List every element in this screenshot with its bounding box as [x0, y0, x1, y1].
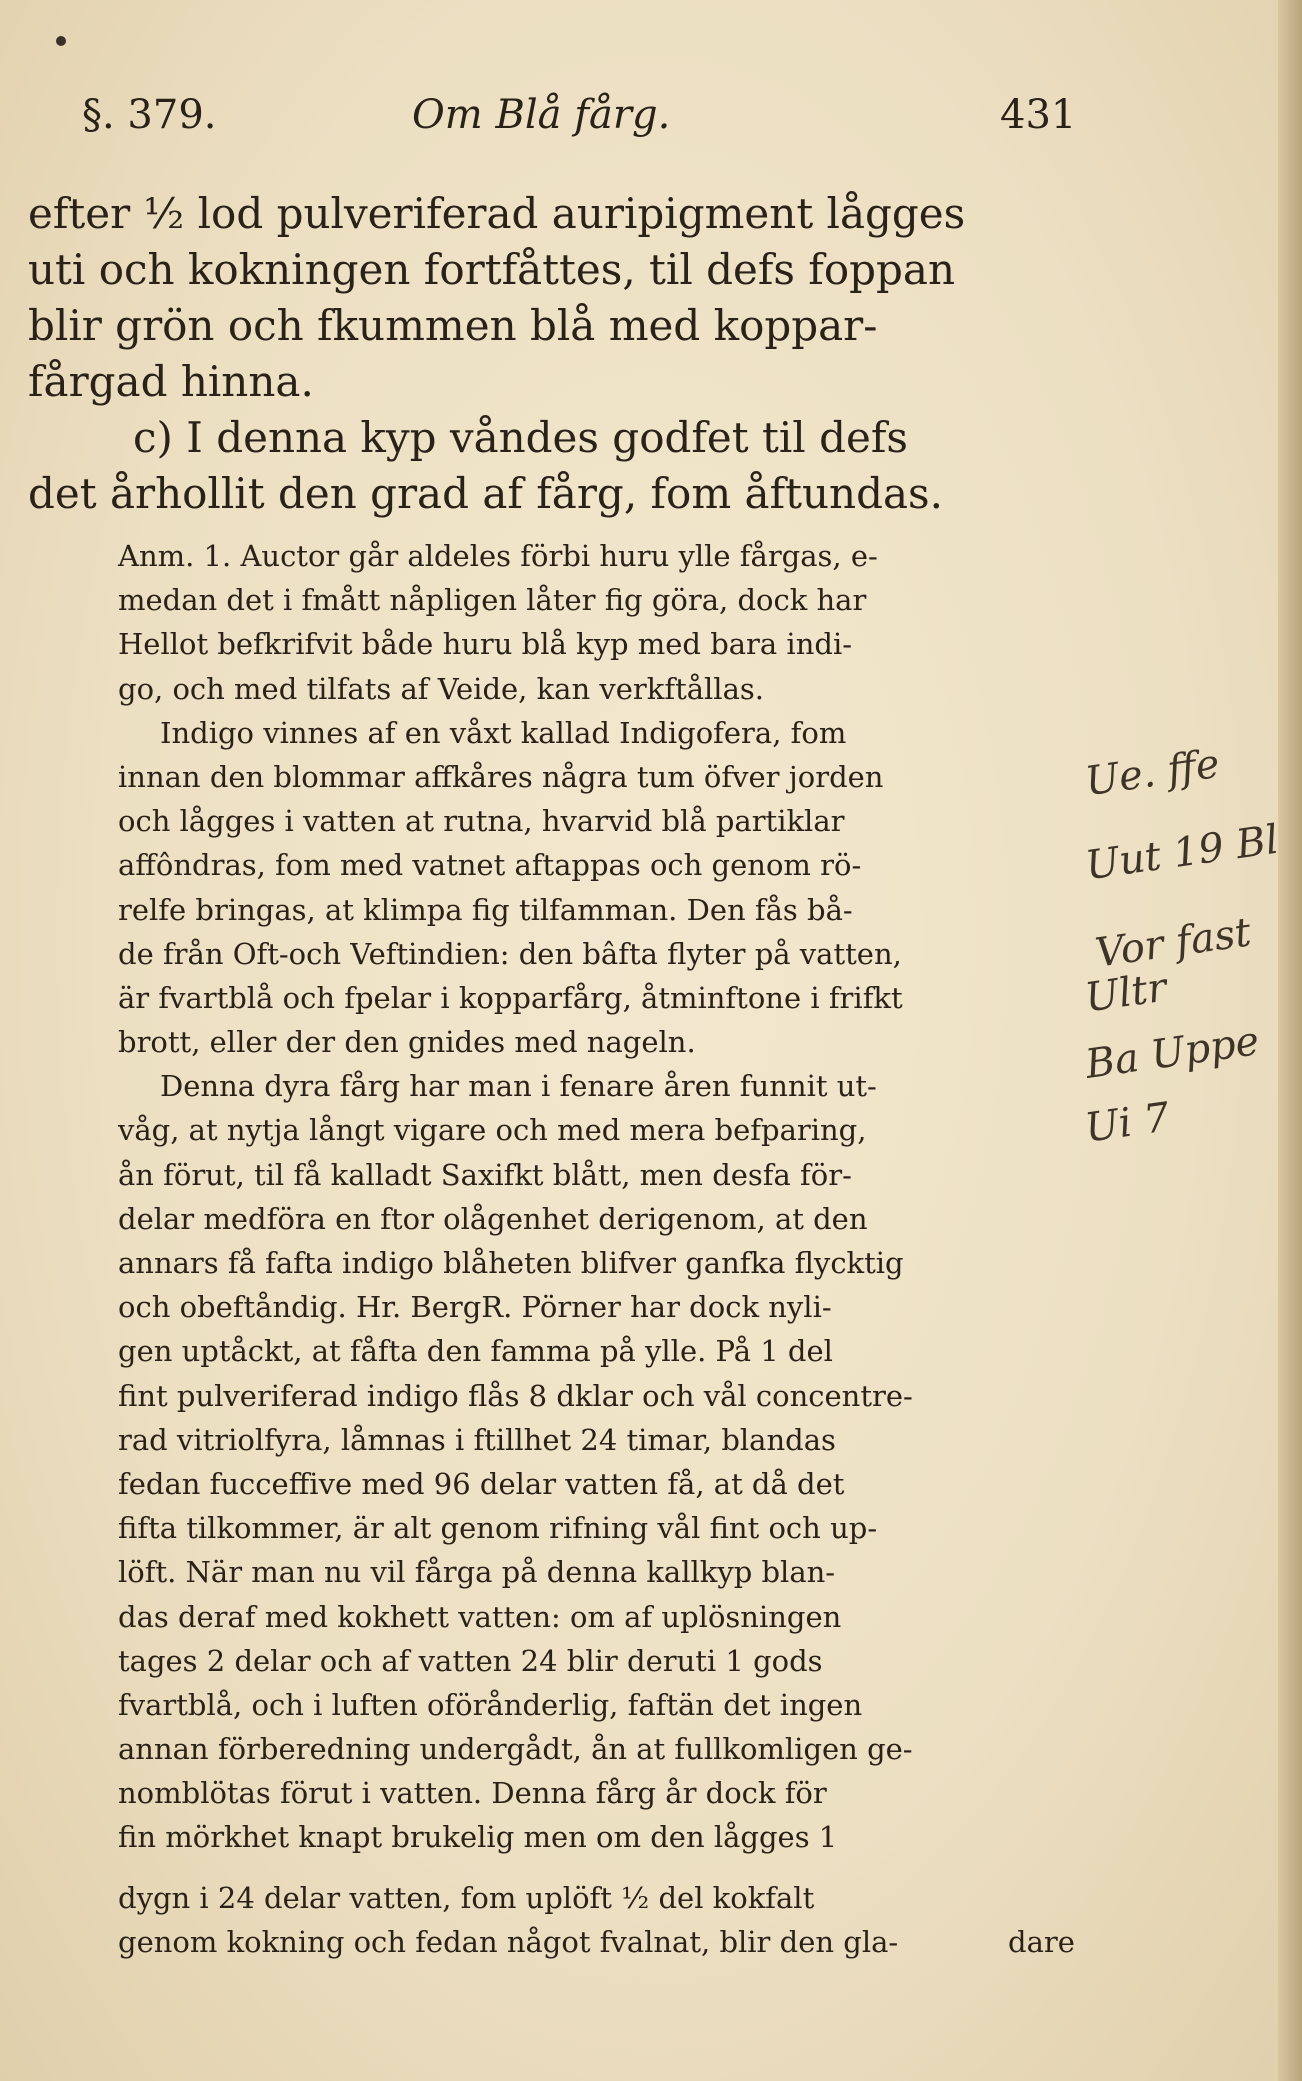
note-line: fint pulveriferad indigo flås 8 dklar och vål concentre-: [118, 1378, 913, 1413]
margin-note: Ue. ffe: [1082, 740, 1223, 806]
main-line: blir grön och fkummen blå med koppar-: [28, 301, 878, 350]
note-line: de från Oft-och Veftindien: den bâfta flyter på vatten,: [118, 936, 902, 971]
page-number: 431: [1000, 92, 1077, 138]
catchword: dare: [1008, 1925, 1075, 1959]
note-line: dygn i 24 delar vatten, fom uplöft ½ del kokfalt: [118, 1881, 815, 1915]
main-line: c) I denna kyp våndes godfet til defs: [133, 413, 908, 462]
note-line: tages 2 delar och af vatten 24 blir deruti 1 gods: [118, 1643, 823, 1678]
main-line: fårgad hinna.: [28, 357, 314, 406]
note-line: våg, at nytja långt vigare och med mera befparing,: [118, 1113, 867, 1148]
note-line: brott, eller der den gnides med nageln.: [118, 1025, 696, 1060]
main-text: [28, 186, 1088, 522]
annotation-note: [118, 534, 1088, 1959]
ink-spot: [56, 36, 66, 46]
main-line: det århollit den grad af fårg, fom åftundas.: [28, 469, 943, 518]
note-line: fvartblå, och i luften oförånderlig, faftän det ingen: [118, 1687, 863, 1722]
note-line: gen uptåckt, at fåfta den famma på ylle. På 1 del: [118, 1334, 833, 1369]
section-number: §. 379.: [82, 92, 217, 138]
note-line: annars få fafta indigo blåheten blifver ganfka flycktig: [118, 1246, 904, 1280]
handwritten-margin-notes: [1082, 730, 1285, 1152]
note-line: ån förut, til få kalladt Saxifkt blått, men desfa för-: [118, 1157, 852, 1192]
note-line: fin mörkhet knapt brukelig men om den lågges 1: [118, 1820, 838, 1855]
note-line: relfe bringas, at klimpa fig tilfamman. Den fås bå-: [118, 892, 853, 927]
margin-note: Uut 19 Bl: [1082, 816, 1282, 890]
note-line: Indigo vinnes af en våxt kallad Indigofera, fom: [160, 715, 847, 750]
main-line: efter ½ lod pulveriferad auripigment lågges: [28, 189, 966, 238]
note-line: delar medföra en ftor olågenhet derigenom, at den: [118, 1201, 868, 1236]
page-title: Om Blå fårg.: [412, 92, 671, 138]
note-line: affôndras, fom med vatnet aftappas och genom rö-: [118, 848, 862, 883]
note-line: medan det i fmått nåpligen låter fig göra, dock har: [118, 583, 867, 618]
note-line: är fvartblå och fpelar i kopparfårg, åtminftone i frifkt: [118, 980, 903, 1015]
note-line: och obeftåndig. Hr. BergR. Pörner har dock nyli-: [118, 1290, 832, 1325]
running-header: [82, 92, 1082, 162]
note-line: och lågges i vatten at rutna, hvarvid blå partiklar: [118, 804, 845, 839]
note-line: go, och med tilfats af Veide, kan verkftållas.: [118, 671, 764, 706]
note-line: genom kokning och fedan något fvalnat, blir den gla-: [118, 1925, 899, 1959]
margin-note: Ba Uppe: [1082, 1018, 1262, 1088]
note-line: annan förberedning undergådt, ån at fullkomligen ge-: [118, 1732, 913, 1767]
margin-note: Vor fast: [1092, 909, 1254, 977]
note-line: innan den blommar affkåres några tum öfver jorden: [118, 759, 884, 794]
note-line: löft. När man nu vil fårga på denna kallkyp blan-: [118, 1555, 836, 1590]
note-last-lines: [118, 1876, 898, 1964]
note-line: nomblötas förut i vatten. Denna fårg år dock för: [118, 1776, 827, 1811]
note-line: fifta tilkommer, är alt genom rifning vål fint och up-: [118, 1511, 878, 1546]
note-line: Anm. 1. Auctor går aldeles förbi huru ylle fårgas, e-: [118, 539, 878, 573]
note-line: Hellot befkrifvit både huru blå kyp med bara indi-: [118, 627, 853, 662]
margin-note: Ui 7: [1082, 1094, 1173, 1152]
note-line: das deraf med kokhett vatten: om af uplösningen: [118, 1599, 842, 1634]
margin-note: Ultr: [1082, 964, 1170, 1022]
note-line: fedan fucceffive med 96 delar vatten få, at då det: [118, 1466, 845, 1501]
main-line: uti och kokningen fortfåttes, til defs foppan: [28, 245, 955, 294]
note-line: Denna dyra fårg har man i fenare åren funnit ut-: [160, 1069, 877, 1104]
note-line: rad vitriolfyra, låmnas i ftillhet 24 timar, blandas: [118, 1422, 836, 1457]
